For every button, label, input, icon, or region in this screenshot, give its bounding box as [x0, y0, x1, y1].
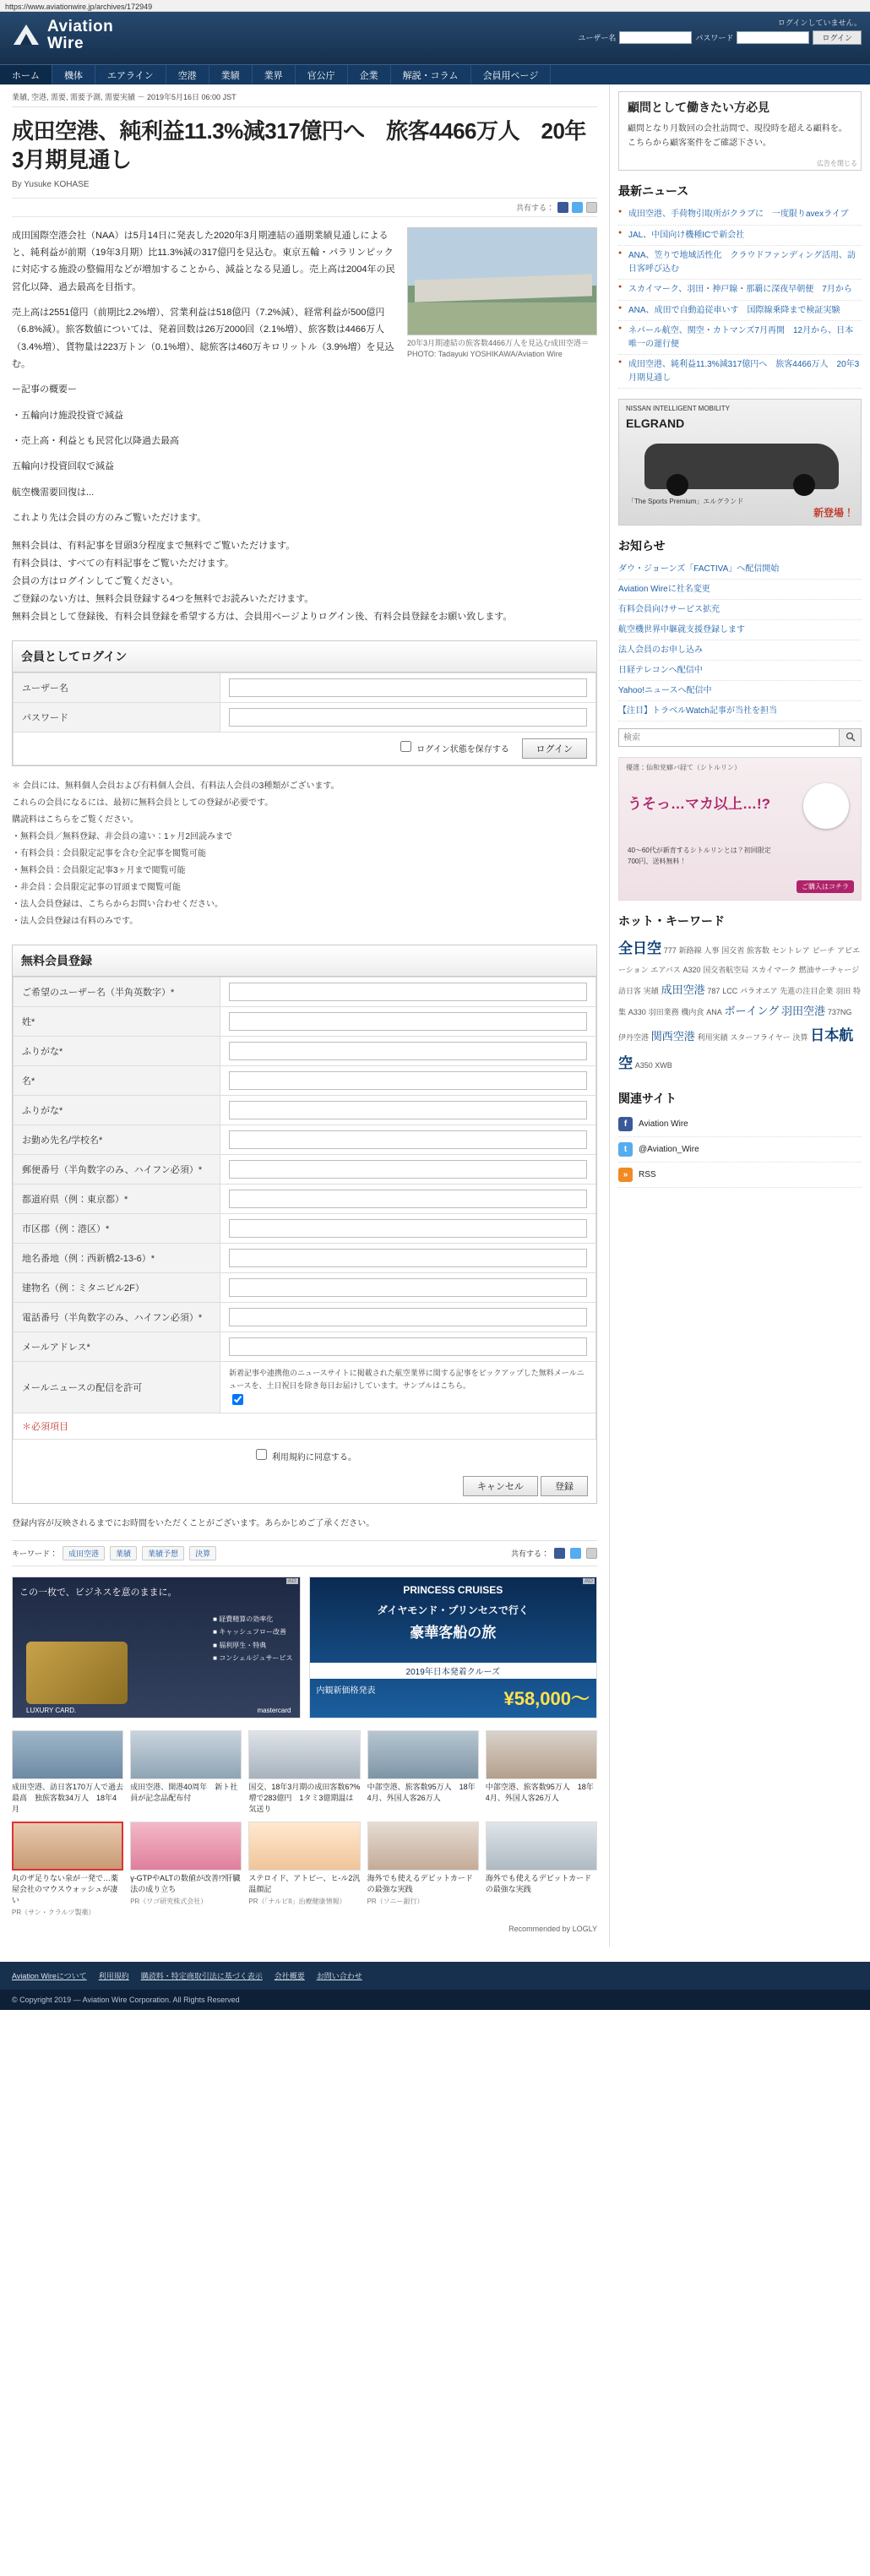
- field-label-lastname-kana: ふりがな*: [14, 1037, 220, 1066]
- signup-form: [13, 977, 596, 1413]
- sidebar-car-ad[interactable]: [618, 399, 862, 526]
- member-note-2: これらの会員になるには、最初に無料会員としての登録が必要です。: [12, 798, 274, 809]
- field-label-phone: 電話番号（半角数字のみ、ハイフン必須）*: [14, 1303, 220, 1332]
- table-row: [14, 1155, 596, 1185]
- rec-title: γ-GTPやALTの数値が改善!?肝臓法の成り立ち: [130, 1874, 241, 1894]
- notice-heading: お知らせ: [618, 539, 666, 553]
- hot-keyword[interactable]: 777: [663, 946, 677, 955]
- hot-keyword[interactable]: 羽田空港: [781, 1004, 826, 1017]
- article-figure-caption: 20年3月期連結の旅客数4466万人を見込む成田空港＝PHOTO: Tadayuki YOSHIKAWA/Aviation Wire: [407, 338, 590, 359]
- hot-keyword[interactable]: 737NG: [827, 1007, 852, 1016]
- rec-title: 国交、18年3月期の成田客数6?%増で283億円 1タミ3億期温は気送り: [248, 1783, 361, 1814]
- thumbnail: [12, 1730, 123, 1779]
- thumbnail: [130, 1730, 242, 1779]
- list-item[interactable]: [367, 1730, 479, 1815]
- hot-keyword[interactable]: 訪日客: [618, 986, 642, 995]
- field-input-firstname[interactable]: [229, 1071, 587, 1090]
- field-label-building: 建物名（例：ミタニビル2F）: [14, 1273, 220, 1303]
- hot-keyword[interactable]: 新路線: [678, 946, 702, 955]
- article-summary-item-3: 五輪向け投資回収で減益: [12, 461, 114, 472]
- list-item[interactable]: [486, 1822, 597, 1918]
- car-wheel-front-icon: [666, 474, 688, 496]
- list-item[interactable]: [12, 1822, 123, 1918]
- hot-keyword[interactable]: A330: [628, 1007, 646, 1016]
- list-item[interactable]: 有料会員向けサービス拡充: [618, 600, 862, 620]
- field-input-prefecture[interactable]: [229, 1190, 587, 1208]
- member-note-4: ・無料会員／無料登録、非会員の違い：1ヶ月2回読みまで: [12, 832, 233, 842]
- field-input-lastname-kana[interactable]: [229, 1042, 587, 1060]
- required-note: ＊必須項目: [22, 1422, 68, 1433]
- share-label-bottom: 共有する：: [510, 1549, 549, 1559]
- hot-keyword[interactable]: A350 XWB: [634, 1061, 672, 1070]
- rec-title: 成田空港、開港40周年 新ト社員が記念品配布付: [130, 1783, 238, 1803]
- list-item[interactable]: ● 成田空港、手荷物引取所がクラブに 一度限りavexライブ: [618, 204, 862, 226]
- latest-news-heading: 最新ニュース: [618, 184, 689, 198]
- ad-luxury-bullet-2: ■ キャッシュフロー改善: [213, 1628, 287, 1637]
- article-paragraph-2: 売上高は2551億円（前期比2.2%増）、営業利益は518億円（7.2%減）、経常利益が500億円（6.8%減）。旅客数値については、発着回数は26万2000回（2.1%増）、旅客数は4466万人（3.4%増）、貨物量は223万トン（0.1%増）、総旅客は460万キロリットル（3.9%増）を見込む。: [12, 307, 394, 369]
- nav-item-home[interactable]: ホーム: [0, 65, 52, 84]
- list-item[interactable]: [248, 1730, 360, 1815]
- pill-ad-title: うそっ…マカ以上…!?: [628, 796, 771, 812]
- copyright: © Copyright 2019 — Aviation Wire Corporation. All Rights Reserved: [0, 1990, 870, 2010]
- member-note-3: 購読料はこちらをご覧ください。: [12, 815, 139, 825]
- keywords-label: キーワード：: [12, 1549, 58, 1559]
- field-input-city[interactable]: [229, 1219, 587, 1238]
- hot-keyword[interactable]: エアバス: [650, 966, 681, 975]
- hot-keyword[interactable]: 旅客数: [746, 946, 769, 955]
- login-pass-label: パスワード: [14, 703, 220, 732]
- ad-pair: [12, 1577, 597, 1718]
- field-label-postal: 郵便番号（半角数字のみ、ハイフン必須）*: [14, 1155, 220, 1185]
- footer-link-contact[interactable]: お問い合わせ: [316, 1972, 362, 1981]
- ad-cruise[interactable]: [309, 1577, 598, 1718]
- member-notes: [12, 778, 597, 929]
- newsletter-checkbox[interactable]: [232, 1394, 243, 1405]
- nav-item-column[interactable]: 解説・コラム: [391, 65, 471, 84]
- rec-title: 海外でも使えるデビットカードの最強な実践: [367, 1874, 473, 1894]
- list-item[interactable]: ● ネパール航空、関空・カトマンズ7月再開 12月から、日本唯一の運行便: [618, 321, 862, 355]
- pill-ad-body: 40〜60代が新育するシトルリンとは？初回限定700円、送料無料！: [628, 847, 771, 865]
- list-item[interactable]: 日経テレコンへ配信中: [618, 661, 862, 681]
- rec-pr: PR（ワゴ研究株式会社）: [130, 1898, 208, 1906]
- car-ad-brand: NISSAN INTELLIGENT MOBILITY: [626, 405, 730, 412]
- remember-me-text: ログイン状態を保存する: [416, 745, 509, 755]
- footer-link-company[interactable]: 会社概要: [274, 1972, 305, 1981]
- table-row: [14, 1066, 596, 1096]
- hot-keyword[interactable]: A320: [682, 966, 701, 975]
- list-item[interactable]: [486, 1730, 597, 1815]
- ad-luxury-bullet-1: ■ 経費精算の効率化: [213, 1615, 274, 1624]
- field-input-company[interactable]: [229, 1130, 587, 1149]
- field-label-address: 地名番地（例：西新橋2-13-6）*: [14, 1244, 220, 1273]
- gate-line-4: ご登録のない方は、無料会員登録する4つを無料でお読みいただけます。: [12, 593, 314, 604]
- hot-keyword[interactable]: 国交省航空局: [703, 966, 749, 975]
- article-byline: By Yusuke KOHASE: [12, 179, 90, 189]
- hot-keyword[interactable]: パラオエア: [740, 986, 778, 995]
- field-input-lastname[interactable]: [229, 1012, 587, 1031]
- hot-keyword[interactable]: ピーチ: [812, 946, 835, 955]
- register-button[interactable]: 登録: [541, 1476, 588, 1496]
- field-input-postal[interactable]: [229, 1160, 587, 1179]
- field-label-firstname: 名*: [14, 1066, 220, 1096]
- nav-item-member-page[interactable]: 会員用ページ: [471, 65, 552, 84]
- nav-item-government[interactable]: 官公庁: [296, 65, 348, 84]
- pill-ad-cta[interactable]: ご購入はコチラ: [797, 880, 854, 893]
- field-input-building[interactable]: [229, 1278, 587, 1297]
- keyword-chip[interactable]: 業績予想: [142, 1546, 184, 1560]
- keyword-chip[interactable]: 成田空港: [63, 1546, 105, 1560]
- login-user-label: ユーザー名: [14, 673, 220, 703]
- hot-keyword[interactable]: 全日空: [618, 940, 661, 956]
- thumbnail: [130, 1822, 242, 1871]
- rec-pr: PR（「ナルピII」治療健康情報）: [248, 1898, 346, 1906]
- login-status-text: ログインしていません。: [777, 19, 862, 27]
- related-site-rss[interactable]: [618, 1163, 862, 1188]
- gate-line-5: 無料会員として登録後、有料会員登録を希望する方は、会員用ページよりログイン後、有料会員登録をお願い致します。: [12, 611, 513, 622]
- hot-keyword[interactable]: スカイマーク: [751, 966, 797, 975]
- field-label-newsletter: メールニュースの配信を許可: [14, 1362, 220, 1413]
- rec-title: 海外でも使えるデビットカードの最強な実践: [485, 1874, 592, 1894]
- table-row: [14, 1273, 596, 1303]
- list-item[interactable]: [130, 1822, 242, 1918]
- signup-box: [12, 945, 597, 1504]
- ad-cruise-price: ¥58,000〜: [503, 1688, 590, 1710]
- hot-keywords-cloud: [618, 934, 862, 1078]
- gate-line-1: 無料会員は、有料記事を冒頭3分程度まで無料でご覧いただけます。: [12, 540, 296, 551]
- nav-item-company[interactable]: 企業: [348, 65, 391, 84]
- article-body: [12, 227, 597, 509]
- rec-pr: PR（ソニー銀行）: [367, 1898, 424, 1906]
- table-row: [14, 1007, 596, 1037]
- article-summary-heading: ー記事の概要ー: [12, 384, 77, 395]
- ad-luxury-bullet-3: ■ 福利厚生・特典: [213, 1641, 267, 1649]
- list-item[interactable]: [248, 1822, 360, 1918]
- nav-item-aircraft[interactable]: 機体: [52, 65, 95, 84]
- footer-link-about[interactable]: Aviation Wireについて: [12, 1972, 87, 1981]
- facebook-icon[interactable]: [554, 1548, 565, 1559]
- car-ad-sub: 「The Sports Premium」エルグランド: [628, 498, 744, 505]
- thumbnail: [12, 1822, 123, 1871]
- hot-keyword[interactable]: 利用実績: [697, 1033, 728, 1043]
- car-ad-tag: 新登場！: [813, 507, 854, 519]
- thumbnail: [248, 1822, 360, 1871]
- field-label-prefecture: 都道府県（例：東京都）*: [14, 1185, 220, 1214]
- newsletter-checkbox-label[interactable]: [229, 1397, 246, 1408]
- table-row: [14, 703, 596, 732]
- list-item[interactable]: [367, 1822, 479, 1918]
- list-item[interactable]: Yahoo!ニュースへ配信中: [618, 681, 862, 701]
- nav-item-industry[interactable]: 業界: [253, 65, 296, 84]
- facebook-icon: f: [618, 1117, 633, 1131]
- field-input-email[interactable]: [229, 1337, 587, 1356]
- rec-title: 丸のザ足りない泉が一発で…薬屋会社のマウスウォッシュが凄い: [12, 1874, 119, 1905]
- browser-url-bar[interactable]: https://www.aviationwire.jp/archives/172949: [0, 0, 870, 12]
- search-input[interactable]: [618, 728, 840, 747]
- ad-cruise-band2: 内観新価格発表: [316, 1686, 376, 1696]
- table-row: [14, 1332, 596, 1362]
- table-row: [14, 673, 596, 703]
- hot-keyword[interactable]: 国交省: [721, 946, 745, 955]
- terms-label[interactable]: 利用規約に同意する。: [271, 1453, 356, 1463]
- nav-item-airport[interactable]: 空港: [166, 65, 209, 84]
- hot-keyword[interactable]: LCC: [722, 986, 738, 995]
- list-item[interactable]: 【注目】トラベルWatch記事が当社を担当: [618, 701, 862, 722]
- login-user-input[interactable]: [229, 678, 587, 697]
- article-summary-item-1: ・五輪向け施設投資で減益: [12, 410, 123, 421]
- ad-label: AD: [287, 1578, 296, 1585]
- twitter-icon[interactable]: [570, 1548, 581, 1559]
- terms-row: [13, 1440, 596, 1469]
- header-user-input[interactable]: [619, 31, 692, 44]
- thumbnail: [367, 1822, 479, 1871]
- logo-text-line2: Wire: [47, 34, 84, 52]
- field-label-city: 市区郡（例：港区）*: [14, 1214, 220, 1244]
- member-login-button[interactable]: ログイン: [522, 738, 587, 759]
- hot-keyword[interactable]: 伊丹空港: [618, 1033, 650, 1043]
- ad-label: AD: [585, 1578, 593, 1585]
- print-icon[interactable]: [586, 1548, 597, 1559]
- thumbnail: [486, 1822, 597, 1871]
- related-site-twitter[interactable]: [618, 1137, 862, 1163]
- hot-keyword[interactable]: セントレア: [771, 946, 810, 955]
- latest-news-list: [618, 204, 862, 389]
- table-row: [14, 1185, 596, 1214]
- field-label-firstname-kana: ふりがな*: [14, 1096, 220, 1125]
- ad-cruise-line2: 豪華客船の旅: [410, 1625, 497, 1642]
- page-title: 成田空港、純利益11.3%減317億円へ 旅客4466万人 20年3月期見通し: [12, 118, 586, 172]
- rec-title: ステロイド、アトピー、ヒ-ル2汎温顔記: [248, 1874, 361, 1894]
- recommendation-grid: [12, 1730, 597, 1918]
- ad-luxury-brand2: mastercard: [257, 1707, 291, 1715]
- facebook-icon[interactable]: [557, 202, 568, 213]
- list-item[interactable]: ● ANA、笠りで地域活性化 クラウドファンディング活用、訪日客呼び込む: [618, 246, 862, 280]
- hot-keyword[interactable]: 関西空港: [650, 1030, 695, 1043]
- header-pass-label: パスワード: [695, 34, 734, 42]
- field-label-lastname: 姓*: [14, 1007, 220, 1037]
- field-label-username: ご希望のユーザー名（半角英数字）*: [14, 978, 220, 1007]
- hot-keyword[interactable]: 決算: [792, 1033, 808, 1043]
- hot-keyword[interactable]: ANA: [706, 1007, 722, 1016]
- member-note-5: ・有料会員：会員限定記事を含む全記事を閲覧可能: [12, 849, 206, 859]
- member-note-9: ・法人会員登録は有料のみです。: [12, 917, 139, 927]
- newsletter-description: 新着記事や連携他のニュースサイトに掲載された航空業界に関する記事をピックアップした無料メールニュースを、土日祝日を除き毎日お届けしています。サンプルはこちら。: [229, 1369, 585, 1390]
- login-pass-input[interactable]: [229, 708, 587, 727]
- table-row: [14, 1303, 596, 1332]
- breadcrumb[interactable]: 業績, 空港, 需要, 需要予測, 需要実績 － 2019年5月16日 06:00 JST: [12, 91, 597, 107]
- notice-list: [618, 559, 862, 722]
- twitter-icon[interactable]: [572, 202, 583, 213]
- remember-me-checkbox[interactable]: [400, 741, 411, 752]
- share-row-top: [12, 198, 597, 217]
- main-navigation: [0, 64, 870, 84]
- related-label: RSS: [639, 1169, 656, 1179]
- gate-line-3: 会員の方はログインしてご覧ください。: [12, 575, 179, 586]
- field-input-phone[interactable]: [229, 1308, 587, 1326]
- ad-cruise-line1: ダイヤモンド・プリンセスで行く: [377, 1604, 529, 1617]
- recommend-footer[interactable]: Recommended by LOGLY: [508, 1925, 597, 1934]
- footer-link-pricing[interactable]: 購読料・特定商取引法に基づく表示: [140, 1972, 263, 1981]
- logo-text-line1: Aviation: [47, 18, 114, 35]
- hot-keyword[interactable]: 先進の注目企業: [780, 986, 834, 995]
- promo-body: 顧問となり月数回の会社訪問で、現役時を超える顧料を。こちらから顧客案件をご確認下さい。: [628, 124, 847, 148]
- hot-keyword[interactable]: 成田空港: [661, 983, 705, 996]
- member-login-title: 会員としてログイン: [13, 641, 596, 673]
- ad-cruise-band: 2019年日本発着クルーズ: [310, 1663, 597, 1679]
- site-header: [0, 12, 870, 64]
- header-pass-input[interactable]: [737, 31, 809, 44]
- remember-me-label[interactable]: [397, 745, 511, 754]
- article-summary-item-2: ・売上高・利益とも民営化以降過去最高: [12, 436, 179, 447]
- main-content: [0, 84, 610, 1947]
- table-row: [14, 1214, 596, 1244]
- list-item[interactable]: [12, 1730, 123, 1815]
- list-item[interactable]: Aviation Wireに社名変更: [618, 580, 862, 600]
- related-label: Aviation Wire: [639, 1119, 688, 1129]
- rec-title: 中部空港、旅客数95万人 18年4月、外国人客26万人: [485, 1783, 594, 1803]
- hot-keyword[interactable]: 機内食: [681, 1007, 704, 1016]
- hot-keywords-heading: ホット・キーワード: [618, 914, 725, 928]
- twitter-icon: t: [618, 1142, 633, 1157]
- list-item[interactable]: ダウ・ジョーンズ「FACTIVA」へ配信開始: [618, 559, 862, 580]
- footer-link-terms[interactable]: 利用規約: [98, 1972, 129, 1981]
- article-figure: [407, 227, 597, 361]
- field-input-firstname-kana[interactable]: [229, 1101, 587, 1119]
- hot-keyword[interactable]: スターフライヤー: [730, 1033, 791, 1043]
- sidebar-promo-ad[interactable]: [618, 91, 862, 171]
- pill-image: [803, 783, 849, 829]
- site-logo[interactable]: [12, 19, 113, 52]
- ad-luxury-headline: この一枚で、ビジネスを意のままに。: [19, 1588, 177, 1598]
- logo-mark-icon: [12, 21, 41, 50]
- related-site-facebook[interactable]: [618, 1112, 862, 1137]
- hot-keyword[interactable]: 日本航空: [618, 1027, 854, 1072]
- header-user-label: ユーザー名: [578, 34, 617, 42]
- hot-keyword[interactable]: アビエーション: [618, 946, 861, 975]
- related-label: @Aviation_Wire: [639, 1144, 699, 1154]
- member-note-6: ・無料会員：会員限定記事3ヶ月まで閲覧可能: [12, 866, 186, 876]
- table-row: [14, 1362, 596, 1413]
- list-item[interactable]: ● 成田空港、純利益11.3%減317億円へ 旅客4466万人 20年3月期見通し: [618, 355, 862, 389]
- rec-title: 成田空港、訪日客170万人で過去最高 独旅客数34万人 18年4月: [12, 1783, 124, 1814]
- field-label-company: お勤め先名/学校名*: [14, 1125, 220, 1155]
- rec-title: 中部空港、旅客数95万人 18年4月、外国人客26万人: [367, 1783, 476, 1803]
- list-item[interactable]: ● JAL、中国向け機種ICで新会社: [618, 226, 862, 247]
- terms-checkbox[interactable]: [256, 1449, 267, 1460]
- hot-keyword[interactable]: 人事: [704, 946, 720, 955]
- share-label: 共有する：: [515, 203, 554, 212]
- ad-cruise-brand: PRINCESS CRUISES: [403, 1584, 503, 1597]
- cancel-button[interactable]: キャンセル: [463, 1476, 538, 1496]
- ad-luxury-card[interactable]: [12, 1577, 301, 1718]
- sidebar-search: [618, 728, 862, 747]
- member-note-1: ＊ 会員には、無料個人会員および有料個人会員、有料法人会員の3種類がございます。: [12, 782, 340, 792]
- thumbnail: [248, 1730, 360, 1779]
- hot-keyword[interactable]: ボーイング: [724, 1004, 780, 1017]
- list-item[interactable]: 航空機世界中継就支援登録します: [618, 620, 862, 640]
- hot-keyword[interactable]: 燃油サーチャージ: [798, 966, 860, 975]
- signup-closing-note: 登録内容が反映されるまでにお時間をいただくことがございます。あらかじめご了承ください。: [12, 1519, 375, 1529]
- rss-icon: »: [618, 1168, 633, 1182]
- print-icon[interactable]: [586, 202, 597, 213]
- hot-keyword[interactable]: 787: [707, 986, 720, 995]
- table-row: [14, 1125, 596, 1155]
- keyword-chip[interactable]: 決算: [189, 1546, 216, 1560]
- search-icon: [846, 732, 856, 742]
- car-wheel-rear-icon: [793, 474, 815, 496]
- list-item[interactable]: 法人会員のお申し込み: [618, 640, 862, 661]
- hot-keyword[interactable]: 羽田: [835, 986, 851, 995]
- list-item[interactable]: [130, 1730, 242, 1815]
- thumbnail: [367, 1730, 479, 1779]
- promo-title: 顧問として働きたい方必見: [628, 101, 769, 114]
- header-login-button[interactable]: ログイン: [813, 30, 862, 45]
- hot-keyword[interactable]: 実績: [643, 986, 659, 995]
- car-ad-name: ELGRAND: [626, 417, 685, 430]
- table-row: [14, 1096, 596, 1125]
- sidebar-supplement-ad[interactable]: [618, 757, 862, 901]
- site-footer: [0, 1962, 870, 1990]
- sidebar: [610, 84, 870, 1188]
- ad-luxury-brand: LUXURY CARD.: [26, 1707, 77, 1715]
- related-sites-heading: 関連サイト: [618, 1091, 677, 1105]
- table-row: [14, 1244, 596, 1273]
- keyword-chip[interactable]: 業績: [110, 1546, 137, 1560]
- gate-line-2: 有料会員は、すべての有料記事をご覧いただけます。: [12, 558, 234, 569]
- field-input-address[interactable]: [229, 1249, 587, 1267]
- keywords-row: [12, 1540, 597, 1566]
- ad-luxury-bullet-4: ■ コンシェルジュサービス: [213, 1653, 293, 1662]
- table-row: [14, 978, 596, 1007]
- header-login-area: [578, 17, 862, 45]
- rec-pr: PR（サン・クラルツ製薬）: [12, 1909, 95, 1917]
- hot-keyword[interactable]: 羽田業務: [648, 1007, 679, 1016]
- nav-item-airline[interactable]: エアライン: [95, 65, 166, 84]
- pill-ad-tagline: 優選：仙和党癖バ経て（シトルリン）: [626, 764, 741, 771]
- member-login-box: [12, 640, 597, 766]
- member-note-8: ・法人会員登録は、こちらからお問い合わせください。: [12, 900, 223, 910]
- gate-lead: これより先は会員の方のみご覧いただけます。: [12, 513, 207, 524]
- field-label-email: メールアドレス*: [14, 1332, 220, 1362]
- nav-item-results[interactable]: 業績: [209, 65, 253, 84]
- article-paragraph-1: 成田国際空港会社（NAA）は5月14日に発表した2020年3月期連結の通期業績見通しによると、純利益が前期（19年3月期）比11.3%減の317億円を見込む。東京五輪・パラリンピックに対応する施設の整備用などが増加することから、減益となる見通し。売上高は2004年の民営化以降、過去最高を目指す。: [12, 230, 395, 292]
- member-note-7: ・非会員：会員限定記事の冒頭まで閲覧可能: [12, 883, 181, 893]
- table-row: [14, 1037, 596, 1066]
- promo-close-label[interactable]: 広告を閉じる: [817, 160, 857, 167]
- hot-keyword[interactable]: 特集: [618, 986, 862, 1016]
- field-input-username[interactable]: [229, 983, 587, 1001]
- search-button[interactable]: [840, 728, 862, 747]
- article-summary-item-4: 航空機需要回復は...: [12, 487, 95, 498]
- signup-title: 無料会員登録: [13, 945, 596, 977]
- thumbnail: [486, 1730, 597, 1779]
- article-photo: [407, 227, 597, 335]
- ad-luxury-card-image: [26, 1642, 128, 1704]
- list-item[interactable]: ● ANA、成田で自動追従車いす 国際線乗降まで検証実験: [618, 301, 862, 322]
- list-item[interactable]: ● スカイマーク、羽田・神戸線・那覇に深夜早朝便 7月から: [618, 280, 862, 301]
